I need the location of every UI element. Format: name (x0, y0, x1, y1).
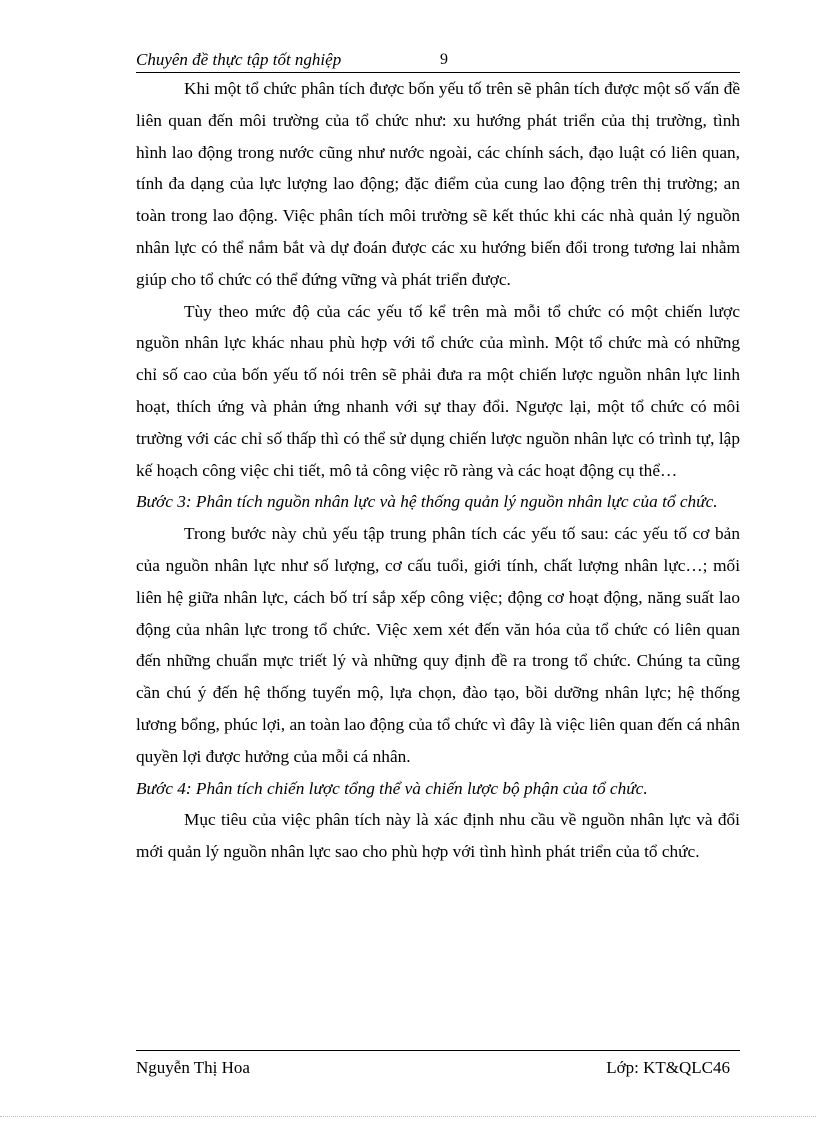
page-header (136, 48, 740, 73)
paragraph: Khi một tổ chức phân tích được bốn yếu tố trên sẽ phân tích được một số vấn đề liên quan đến môi trường của tổ chức như: xu hướng phát triển của thị trường, tình hình lao động trong nước cũng như nước ngoài, các chính sách, đạo luật có liên quan, tính đa dạng của lực lượng lao động; đặc điểm của cung lao động trên thị trường; an toàn trong lao động. Việc phân tích môi trường sẽ kết thúc khi các nhà quản lý nguồn nhân lực có thể nắm bắt và dự đoán được các xu hướng biến đổi trong tương lai nhằm giúp cho tổ chức có thể đứng vững và phát triển được. (136, 79, 740, 289)
page-footer (136, 1050, 740, 1077)
page-number: 9 (440, 51, 448, 68)
section-heading-step-3: Bước 3: Phân tích nguồn nhân lực và hệ thống quản lý nguồn nhân lực của tổ chức. (136, 492, 718, 512)
footer-class: Lớp: KT&QLC46 (606, 1058, 730, 1077)
section-heading-step-4: Bước 4: Phân tích chiến lược tổng thể và chiến lược bộ phận của tổ chức. (136, 778, 648, 798)
paragraph: Trong bước này chủ yếu tập trung phân tích các yếu tố sau: các yếu tố cơ bản của nguồn nhân lực như số lượng, cơ cấu tuổi, giới tính, chất lượng nhân lực…; mối liên hệ giữa nhân lực, cách bố trí sắp xếp công việc; động cơ hoạt động, năng suất lao động của nhân lực trong tổ chức. Việc xem xét đến văn hóa của tổ chức có liên quan đến những chuẩn mực triết lý và những quy định đề ra trong tổ chức. Chúng ta cũng cần chú ý đến hệ thống tuyển mộ, lựa chọn, đào tạo, bồi dưỡng nhân lực; hệ thống lương bổng, phúc lợi, an toàn lao động của tổ chức vì đây là việc liên quan đến cá nhân quyền lợi được hưởng của mỗi cá nhân. (136, 524, 740, 766)
paragraph: Mục tiêu của việc phân tích này là xác định nhu cầu về nguồn nhân lực và đổi mới quản lý nguồn nhân lực sao cho phù hợp với tình hình phát triển của tổ chức. (136, 810, 740, 862)
document-body (136, 73, 740, 868)
footer-author: Nguyễn Thị Hoa (136, 1058, 250, 1077)
paragraph: Tùy theo mức độ của các yếu tố kể trên mà mỗi tổ chức có một chiến lược nguồn nhân lực khác nhau phù hợp với tổ chức của mình. Một tổ chức mà có những chỉ số cao của bốn yếu tố nói trên sẽ phải đưa ra một chiến lược nguồn nhân lực linh hoạt, thích ứng và phản ứng nhanh với sự thay đổi. Ngược lại, một tổ chức có môi trường với các chỉ số thấp thì có thể sử dụng chiến lược nguồn nhân lực có trình tự, lập kế hoạch công việc chi tiết, mô tả công việc rõ ràng và các hoạt động cụ thể… (136, 301, 740, 480)
header-title: Chuyên đề thực tập tốt nghiệp (136, 50, 342, 69)
page-edge-divider (0, 1116, 816, 1117)
